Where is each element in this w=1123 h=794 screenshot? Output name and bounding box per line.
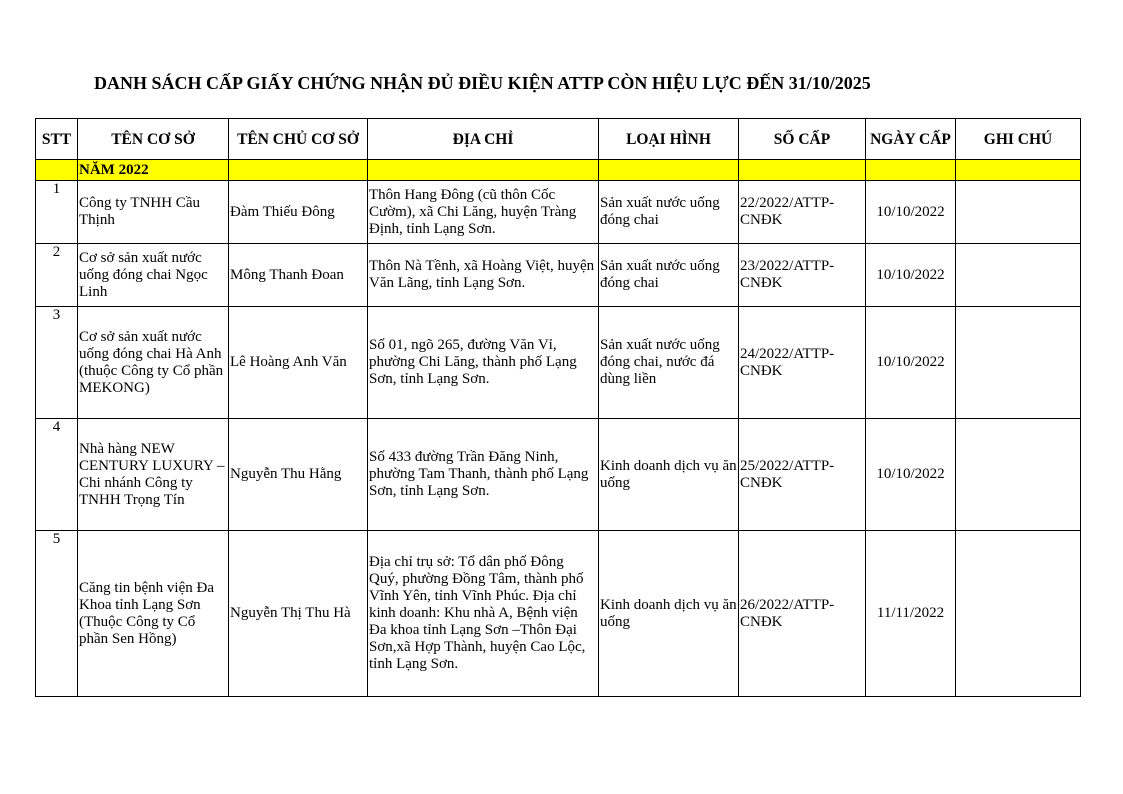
name-cell: Cơ sở sản xuất nước uống đóng chai Hà Anh (thuộc Công ty Cổ phần MEKONG) xyxy=(78,307,229,419)
header-date: NGÀY CẤP xyxy=(866,119,956,160)
year-cell-empty xyxy=(866,160,956,181)
header-row xyxy=(36,119,1081,160)
address-cell: Số 01, ngõ 265, đường Văn Vỉ, phường Chi Lăng, thành phố Lạng Sơn, tỉnh Lạng Sơn. xyxy=(368,307,599,419)
header-owner: TÊN CHỦ CƠ SỞ xyxy=(229,119,368,160)
table-row xyxy=(36,419,1081,531)
number-cell: 25/2022/ATTP-CNĐK xyxy=(739,419,866,531)
stt-cell: 5 xyxy=(36,531,78,697)
stt-cell: 2 xyxy=(36,244,78,307)
owner-cell: Mông Thanh Đoan xyxy=(229,244,368,307)
page-title: DANH SÁCH CẤP GIẤY CHỨNG NHẬN ĐỦ ĐIỀU KIỆN ATTP CÒN HIỆU LỰC ĐẾN 31/10/2025 xyxy=(94,73,871,93)
date-cell: 10/10/2022 xyxy=(866,181,956,244)
note-cell xyxy=(956,307,1081,419)
header-stt: STT xyxy=(36,119,78,160)
type-cell: Sản xuất nước uống đóng chai xyxy=(599,181,739,244)
header-address: ĐỊA CHỈ xyxy=(368,119,599,160)
type-cell: Kinh doanh dịch vụ ăn uống xyxy=(599,531,739,697)
header-type: LOẠI HÌNH xyxy=(599,119,739,160)
owner-cell: Đàm Thiếu Đông xyxy=(229,181,368,244)
date-cell: 10/10/2022 xyxy=(866,244,956,307)
year-cell-empty xyxy=(36,160,78,181)
number-cell: 23/2022/ATTP-CNĐK xyxy=(739,244,866,307)
address-cell: Thôn Nà Tềnh, xã Hoàng Việt, huyện Văn Lãng, tỉnh Lạng Sơn. xyxy=(368,244,599,307)
table-row xyxy=(36,181,1081,244)
type-cell: Kinh doanh dịch vụ ăn uống xyxy=(599,419,739,531)
year-cell-empty xyxy=(956,160,1081,181)
address-cell: Số 433 đường Trần Đăng Ninh, phường Tam Thanh, thành phố Lạng Sơn, tỉnh Lạng Sơn. xyxy=(368,419,599,531)
year-row xyxy=(36,160,1081,181)
owner-cell: Nguyễn Thị Thu Hà xyxy=(229,531,368,697)
year-cell-empty xyxy=(229,160,368,181)
stt-cell: 3 xyxy=(36,307,78,419)
owner-cell: Nguyễn Thu Hằng xyxy=(229,419,368,531)
table-row xyxy=(36,531,1081,697)
year-cell-empty xyxy=(739,160,866,181)
year-cell-empty xyxy=(599,160,739,181)
table-row xyxy=(36,307,1081,419)
number-cell: 24/2022/ATTP-CNĐK xyxy=(739,307,866,419)
name-cell: Cơ sở sản xuất nước uống đóng chai Ngọc Linh xyxy=(78,244,229,307)
number-cell: 26/2022/ATTP-CNĐK xyxy=(739,531,866,697)
name-cell: Công ty TNHH Cầu Thịnh xyxy=(78,181,229,244)
name-cell: Nhà hàng NEW CENTURY LUXURY – Chi nhánh Công ty TNHH Trọng Tín xyxy=(78,419,229,531)
header-name: TÊN CƠ SỞ xyxy=(78,119,229,160)
table-row xyxy=(36,244,1081,307)
note-cell xyxy=(956,419,1081,531)
number-cell: 22/2022/ATTP-CNĐK xyxy=(739,181,866,244)
address-cell: Địa chỉ trụ sở: Tổ dân phố Đông Quý, phường Đồng Tâm, thành phố Vĩnh Yên, tỉnh Vĩnh Phúc. Địa chỉ kinh doanh: Khu nhà A, Bệnh viện Đa khoa tỉnh Lạng Sơn –Thôn Đại Sơn,xã Hợp Thành, huyện Cao Lộc, tỉnh Lạng Sơn. xyxy=(368,531,599,697)
address-cell: Thôn Hang Đông (cũ thôn Cốc Cườm), xã Chi Lăng, huyện Tràng Định, tỉnh Lạng Sơn. xyxy=(368,181,599,244)
type-cell: Sản xuất nước uống đóng chai, nước đá dùng liền xyxy=(599,307,739,419)
note-cell xyxy=(956,531,1081,697)
stt-cell: 1 xyxy=(36,181,78,244)
stt-cell: 4 xyxy=(36,419,78,531)
year-label: NĂM 2022 xyxy=(78,160,229,181)
header-number: SỐ CẤP xyxy=(739,119,866,160)
note-cell xyxy=(956,181,1081,244)
header-note: GHI CHÚ xyxy=(956,119,1081,160)
note-cell xyxy=(956,244,1081,307)
date-cell: 10/10/2022 xyxy=(866,307,956,419)
type-cell: Sản xuất nước uống đóng chai xyxy=(599,244,739,307)
certificate-table xyxy=(35,118,1081,697)
year-cell-empty xyxy=(368,160,599,181)
date-cell: 11/11/2022 xyxy=(866,531,956,697)
date-cell: 10/10/2022 xyxy=(866,419,956,531)
name-cell: Căng tin bệnh viện Đa Khoa tỉnh Lạng Sơn (Thuộc Công ty Cổ phần Sen Hồng) xyxy=(78,531,229,697)
owner-cell: Lê Hoàng Anh Văn xyxy=(229,307,368,419)
